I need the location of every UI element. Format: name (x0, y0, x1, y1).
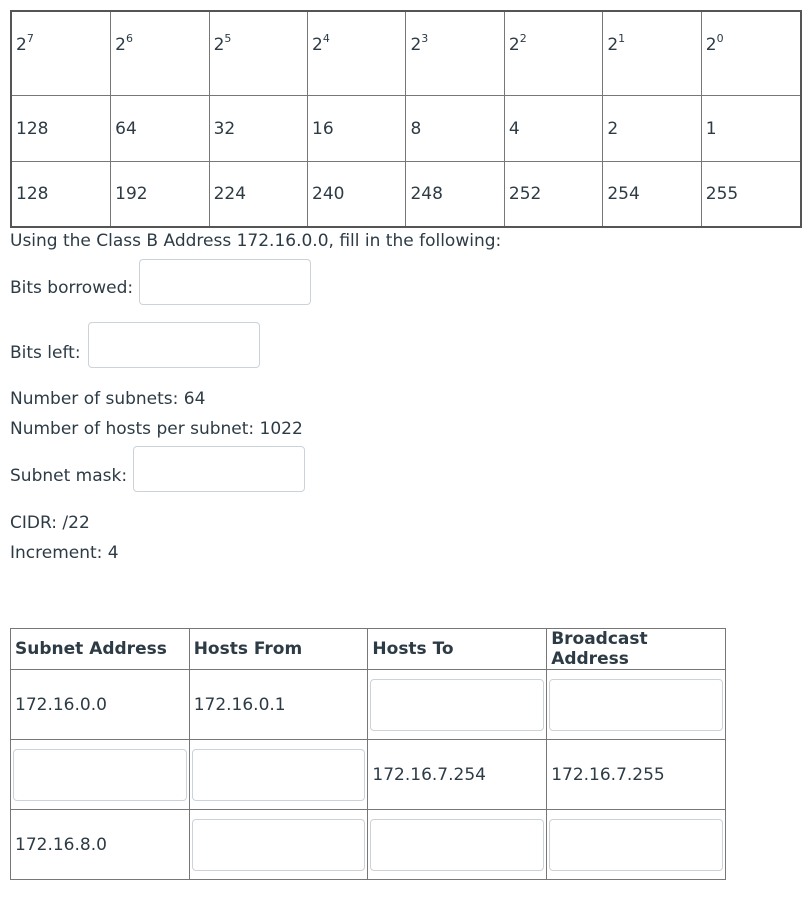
cumulative-cell: 240 (308, 162, 406, 228)
hosts-to-cell (368, 810, 547, 880)
hosts-to-input[interactable] (370, 819, 544, 871)
power-cell: $2^3$ (406, 11, 504, 96)
power-cell: $2^1$ (603, 11, 701, 96)
value-cell: 8 (406, 96, 504, 162)
header-hosts-from: Hosts From (189, 629, 368, 670)
broadcast-input[interactable] (549, 679, 723, 731)
cumulative-cell: 254 (603, 162, 701, 228)
cumulative-cell: 252 (504, 162, 602, 228)
subnet-address-cell: 172.16.8.0 (11, 810, 190, 880)
hosts-to-input[interactable] (370, 679, 544, 731)
value-cell: 16 (308, 96, 406, 162)
subnet-address-cell (11, 740, 190, 810)
hosts-per-subnet: Number of hosts per subnet: 1022 (10, 419, 303, 439)
table-row (11, 740, 726, 810)
subnet-header-row (11, 629, 726, 670)
hosts-from-cell: 172.16.0.1 (189, 670, 368, 740)
subnet-table (10, 628, 726, 880)
header-subnet-address: Subnet Address (11, 629, 190, 670)
broadcast-cell (547, 810, 726, 880)
header-broadcast-address: Broadcast Address (547, 629, 726, 670)
bits-left-label: Bits left: (10, 343, 81, 363)
hosts-from-cell (189, 740, 368, 810)
cumulative-cell: 248 (406, 162, 504, 228)
question-prompt: Using the Class B Address 172.16.0.0, fill in the following: (10, 231, 502, 251)
value-cell: 1 (701, 96, 801, 162)
cumulative-cell: 192 (111, 162, 209, 228)
value-cell: 64 (111, 96, 209, 162)
cumulative-cell: 128 (11, 162, 111, 228)
power-cell: $2^5$ (209, 11, 307, 96)
table-row (11, 670, 726, 740)
power-cell: $2^7$ (11, 11, 111, 96)
bits-borrowed-label: Bits borrowed: (10, 278, 134, 298)
value-cell: 4 (504, 96, 602, 162)
header-hosts-to: Hosts To (368, 629, 547, 670)
value-cell: 32 (209, 96, 307, 162)
exponent-row (11, 11, 801, 96)
subnet-address-cell: 172.16.0.0 (11, 670, 190, 740)
cumulative-cell: 255 (701, 162, 801, 228)
broadcast-cell: 172.16.7.255 (547, 740, 726, 810)
value-cell: 2 (603, 96, 701, 162)
bits-left-input[interactable] (88, 322, 260, 368)
cidr-text: CIDR: /22 (10, 513, 90, 533)
cumulative-row (11, 162, 801, 228)
value-row (11, 96, 801, 162)
hosts-from-input[interactable] (192, 749, 366, 801)
broadcast-input[interactable] (549, 819, 723, 871)
power-cell: $2^2$ (504, 11, 602, 96)
hosts-from-cell (189, 810, 368, 880)
subnet-mask-input[interactable] (133, 446, 305, 492)
subnet-mask-label: Subnet mask: (10, 466, 128, 486)
hosts-to-cell (368, 670, 547, 740)
powers-of-two-table (10, 10, 802, 228)
subnet-address-input[interactable] (13, 749, 187, 801)
bits-borrowed-input[interactable] (139, 259, 311, 305)
number-of-subnets: Number of subnets: 64 (10, 389, 206, 409)
cumulative-cell: 224 (209, 162, 307, 228)
table-row (11, 810, 726, 880)
hosts-from-input[interactable] (192, 819, 366, 871)
increment-text: Increment: 4 (10, 543, 119, 563)
power-cell: $2^6$ (111, 11, 209, 96)
hosts-to-cell: 172.16.7.254 (368, 740, 547, 810)
broadcast-cell (547, 670, 726, 740)
value-cell: 128 (11, 96, 111, 162)
power-cell: $2^4$ (308, 11, 406, 96)
power-cell: $2^0$ (701, 11, 801, 96)
